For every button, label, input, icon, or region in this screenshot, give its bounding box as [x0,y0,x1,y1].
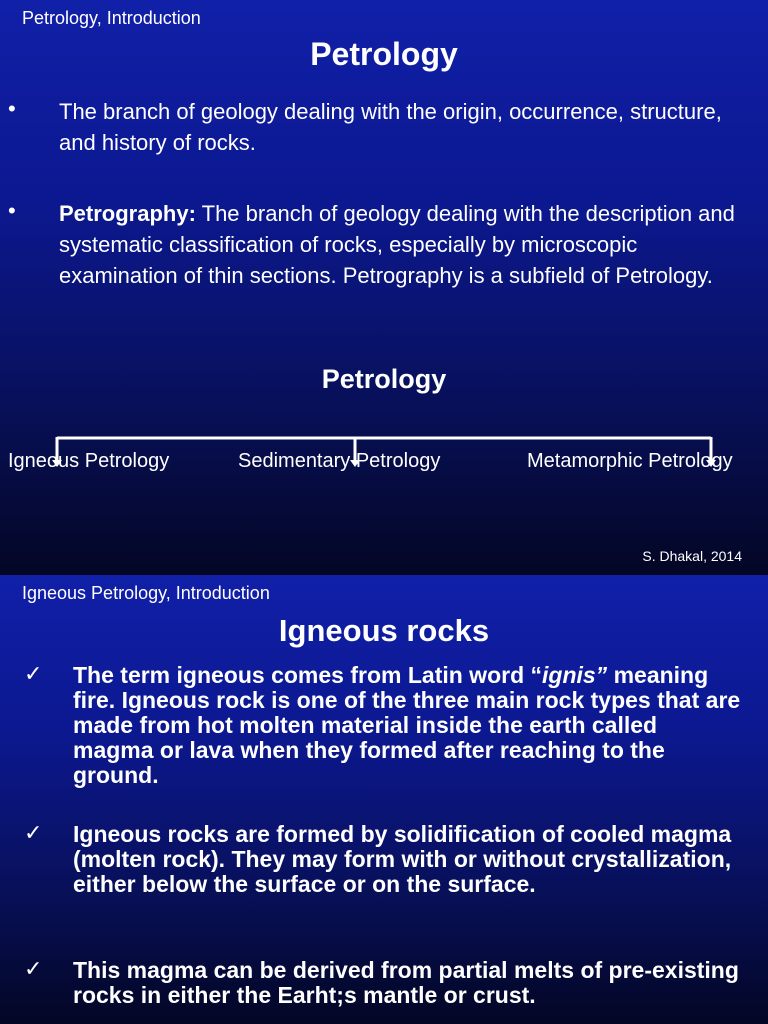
check-icon: ✓ [24,956,43,981]
bullet-marker: • [8,198,16,223]
slide-igneous-rocks [0,575,768,1024]
slide-title: Petrology [310,36,458,72]
bullet-text [73,663,743,788]
diagram-root-label: Petrology [321,364,447,394]
slide-header: Igneous Petrology, Introduction [22,583,270,603]
bullet-text [59,96,759,158]
bullet-body: The branch of geology dealing with the origin, occurrence, structure, and history of rocks. [59,99,722,155]
bullet-text-part: The term igneous comes from Latin word “ [73,662,543,688]
branch-sedimentary: Sedimentary Petrology [238,450,441,472]
branch-igneous: Igneous Petrology [8,450,170,472]
bullet-text [59,198,759,291]
footer-credit: S. Dhakal, 2014 [642,548,742,564]
bullet-term: Petrography: [59,201,196,226]
check-icon: ✓ [24,661,43,686]
bullet-body: The branch of geology dealing with the description and systematic classification of rocks, especially by microscopic examination of thin sections. Petrography is a subfield of Petrology. [59,201,735,288]
slide-header: Petrology, Introduction [22,8,201,28]
bullet-text-part: meaning fire. Igneous rock is one of the three main rock types that are made from hot molten material inside the earth called magma or lava when they formed after reaching to the ground. [73,662,741,788]
check-icon: ✓ [24,820,43,845]
bullet-text: This magma can be derived from partial melts of pre-existing rocks in either the Earht;s mantle or crust. [73,957,739,1008]
branch-metamorphic: Metamorphic Petrology [527,450,733,472]
bullet-emphasis: ignis” [542,662,608,688]
slide-title: Igneous rocks [278,613,490,648]
bullet-marker: • [8,96,16,121]
bullet-text: Igneous rocks are formed by solidification of cooled magma (molten rock). They may form with or without crystallization, either below the surface or on the surface. [73,821,732,897]
